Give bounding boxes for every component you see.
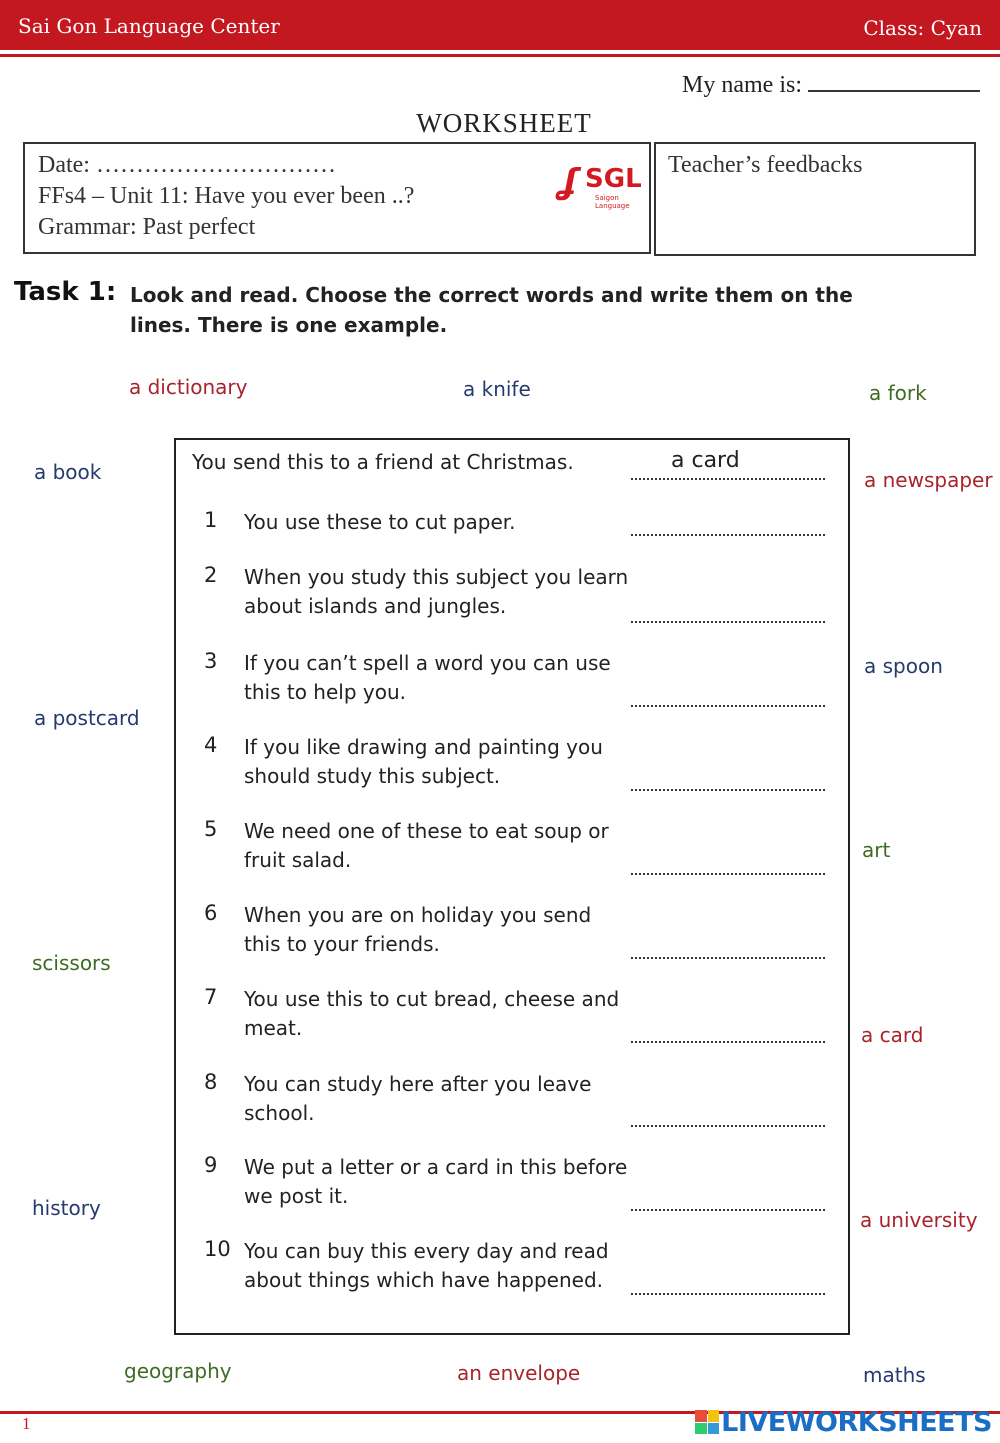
answer-line[interactable] xyxy=(631,1209,825,1211)
liveworksheets-brand: LIVEWORKSHEETS xyxy=(721,1406,992,1438)
question-text: We need one of these to eat soup or fruit salad. xyxy=(244,819,609,872)
question-text: You use this to cut bread, cheese and meat. xyxy=(244,987,620,1040)
answer-line[interactable] xyxy=(631,873,825,875)
question-number: 5 xyxy=(204,817,218,841)
class-label: Class: Cyan xyxy=(863,16,982,40)
liveworksheets-logo xyxy=(695,1405,992,1439)
answer-line[interactable] xyxy=(631,957,825,959)
center-name: Sai Gon Language Center xyxy=(18,14,280,38)
feedback-label: Teacher’s feedbacks xyxy=(668,152,863,178)
answer-line[interactable] xyxy=(631,705,825,707)
sgl-logo-text: SGL xyxy=(585,164,642,194)
answer-line[interactable] xyxy=(631,534,825,536)
grammar-line: Grammar: Past perfect xyxy=(38,214,256,240)
task-instruction: Look and read. Choose the correct words and write them on the lines. There is one example. xyxy=(130,283,853,337)
word-bank-item[interactable]: a spoon xyxy=(864,654,943,678)
name-blank-line[interactable] xyxy=(808,70,980,92)
question-number: 2 xyxy=(204,563,218,587)
task-label: Task 1: xyxy=(14,277,117,307)
word-bank-item[interactable]: a newspaper xyxy=(864,468,993,492)
liveworksheets-icon xyxy=(695,1410,719,1434)
question-number: 7 xyxy=(204,985,218,1009)
sgl-logo-subtext: Saigon Language xyxy=(595,194,630,210)
word-bank-item[interactable]: a card xyxy=(861,1023,924,1047)
header-rule xyxy=(0,54,1000,57)
word-bank-item[interactable]: a postcard xyxy=(34,706,140,730)
question-number: 6 xyxy=(204,901,218,925)
answer-line[interactable] xyxy=(631,1125,825,1127)
question-text: When you study this subject you learn about islands and jungles. xyxy=(244,565,629,618)
sgl-logo xyxy=(559,162,655,210)
answer-line[interactable] xyxy=(631,1293,825,1295)
question-text: You use these to cut paper. xyxy=(244,510,516,534)
question-text: If you can’t spell a word you can use this to help you. xyxy=(244,651,611,704)
word-bank-item[interactable]: a knife xyxy=(463,377,531,401)
question-text: If you like drawing and painting you should study this subject. xyxy=(244,735,603,788)
word-bank-item[interactable]: art xyxy=(862,838,891,862)
word-bank-item[interactable]: a book xyxy=(34,460,102,484)
question-number: 3 xyxy=(204,649,218,673)
feedback-box xyxy=(654,142,976,256)
word-bank-item[interactable]: scissors xyxy=(32,951,111,975)
my-name-row xyxy=(682,70,980,99)
question-number: 10 xyxy=(204,1237,231,1261)
question-number: 1 xyxy=(204,508,218,532)
answer-line[interactable] xyxy=(631,621,825,623)
word-bank-item[interactable]: geography xyxy=(124,1359,232,1383)
my-name-label: My name is: xyxy=(682,72,802,98)
word-bank-item[interactable]: a university xyxy=(860,1208,978,1232)
question-number: 8 xyxy=(204,1070,218,1094)
example-text: You send this to a friend at Christmas. xyxy=(192,450,574,474)
question-text: You can study here after you leave school. xyxy=(244,1072,592,1125)
word-bank-item[interactable]: maths xyxy=(863,1363,926,1387)
question-text: When you are on holiday you send this to your friends. xyxy=(244,903,592,956)
question-number: 9 xyxy=(204,1153,218,1177)
date-line: Date: ………………………… xyxy=(38,152,336,178)
example-answer-line xyxy=(631,478,825,480)
word-bank-item[interactable]: an envelope xyxy=(457,1361,581,1385)
worksheet-title: WORKSHEET xyxy=(416,108,592,138)
sgl-logo-mark-icon: ʆ xyxy=(559,162,578,202)
answer-line[interactable] xyxy=(631,1041,825,1043)
question-text: We put a letter or a card in this before we post it. xyxy=(244,1155,628,1208)
question-text: You can buy this every day and read about things which have happened. xyxy=(244,1239,609,1292)
question-number: 4 xyxy=(204,733,218,757)
page-number: 1 xyxy=(22,1414,31,1433)
word-bank-item[interactable]: a dictionary xyxy=(129,375,248,399)
info-box xyxy=(23,142,651,254)
answer-line[interactable] xyxy=(631,789,825,791)
word-bank-item[interactable]: a fork xyxy=(869,381,927,405)
question-box xyxy=(174,438,850,1335)
word-bank-item[interactable]: history xyxy=(32,1196,101,1220)
unit-line: FFs4 – Unit 11: Have you ever been ..? xyxy=(38,183,415,209)
header-bar xyxy=(0,0,1000,50)
example-answer: a card xyxy=(671,448,740,473)
